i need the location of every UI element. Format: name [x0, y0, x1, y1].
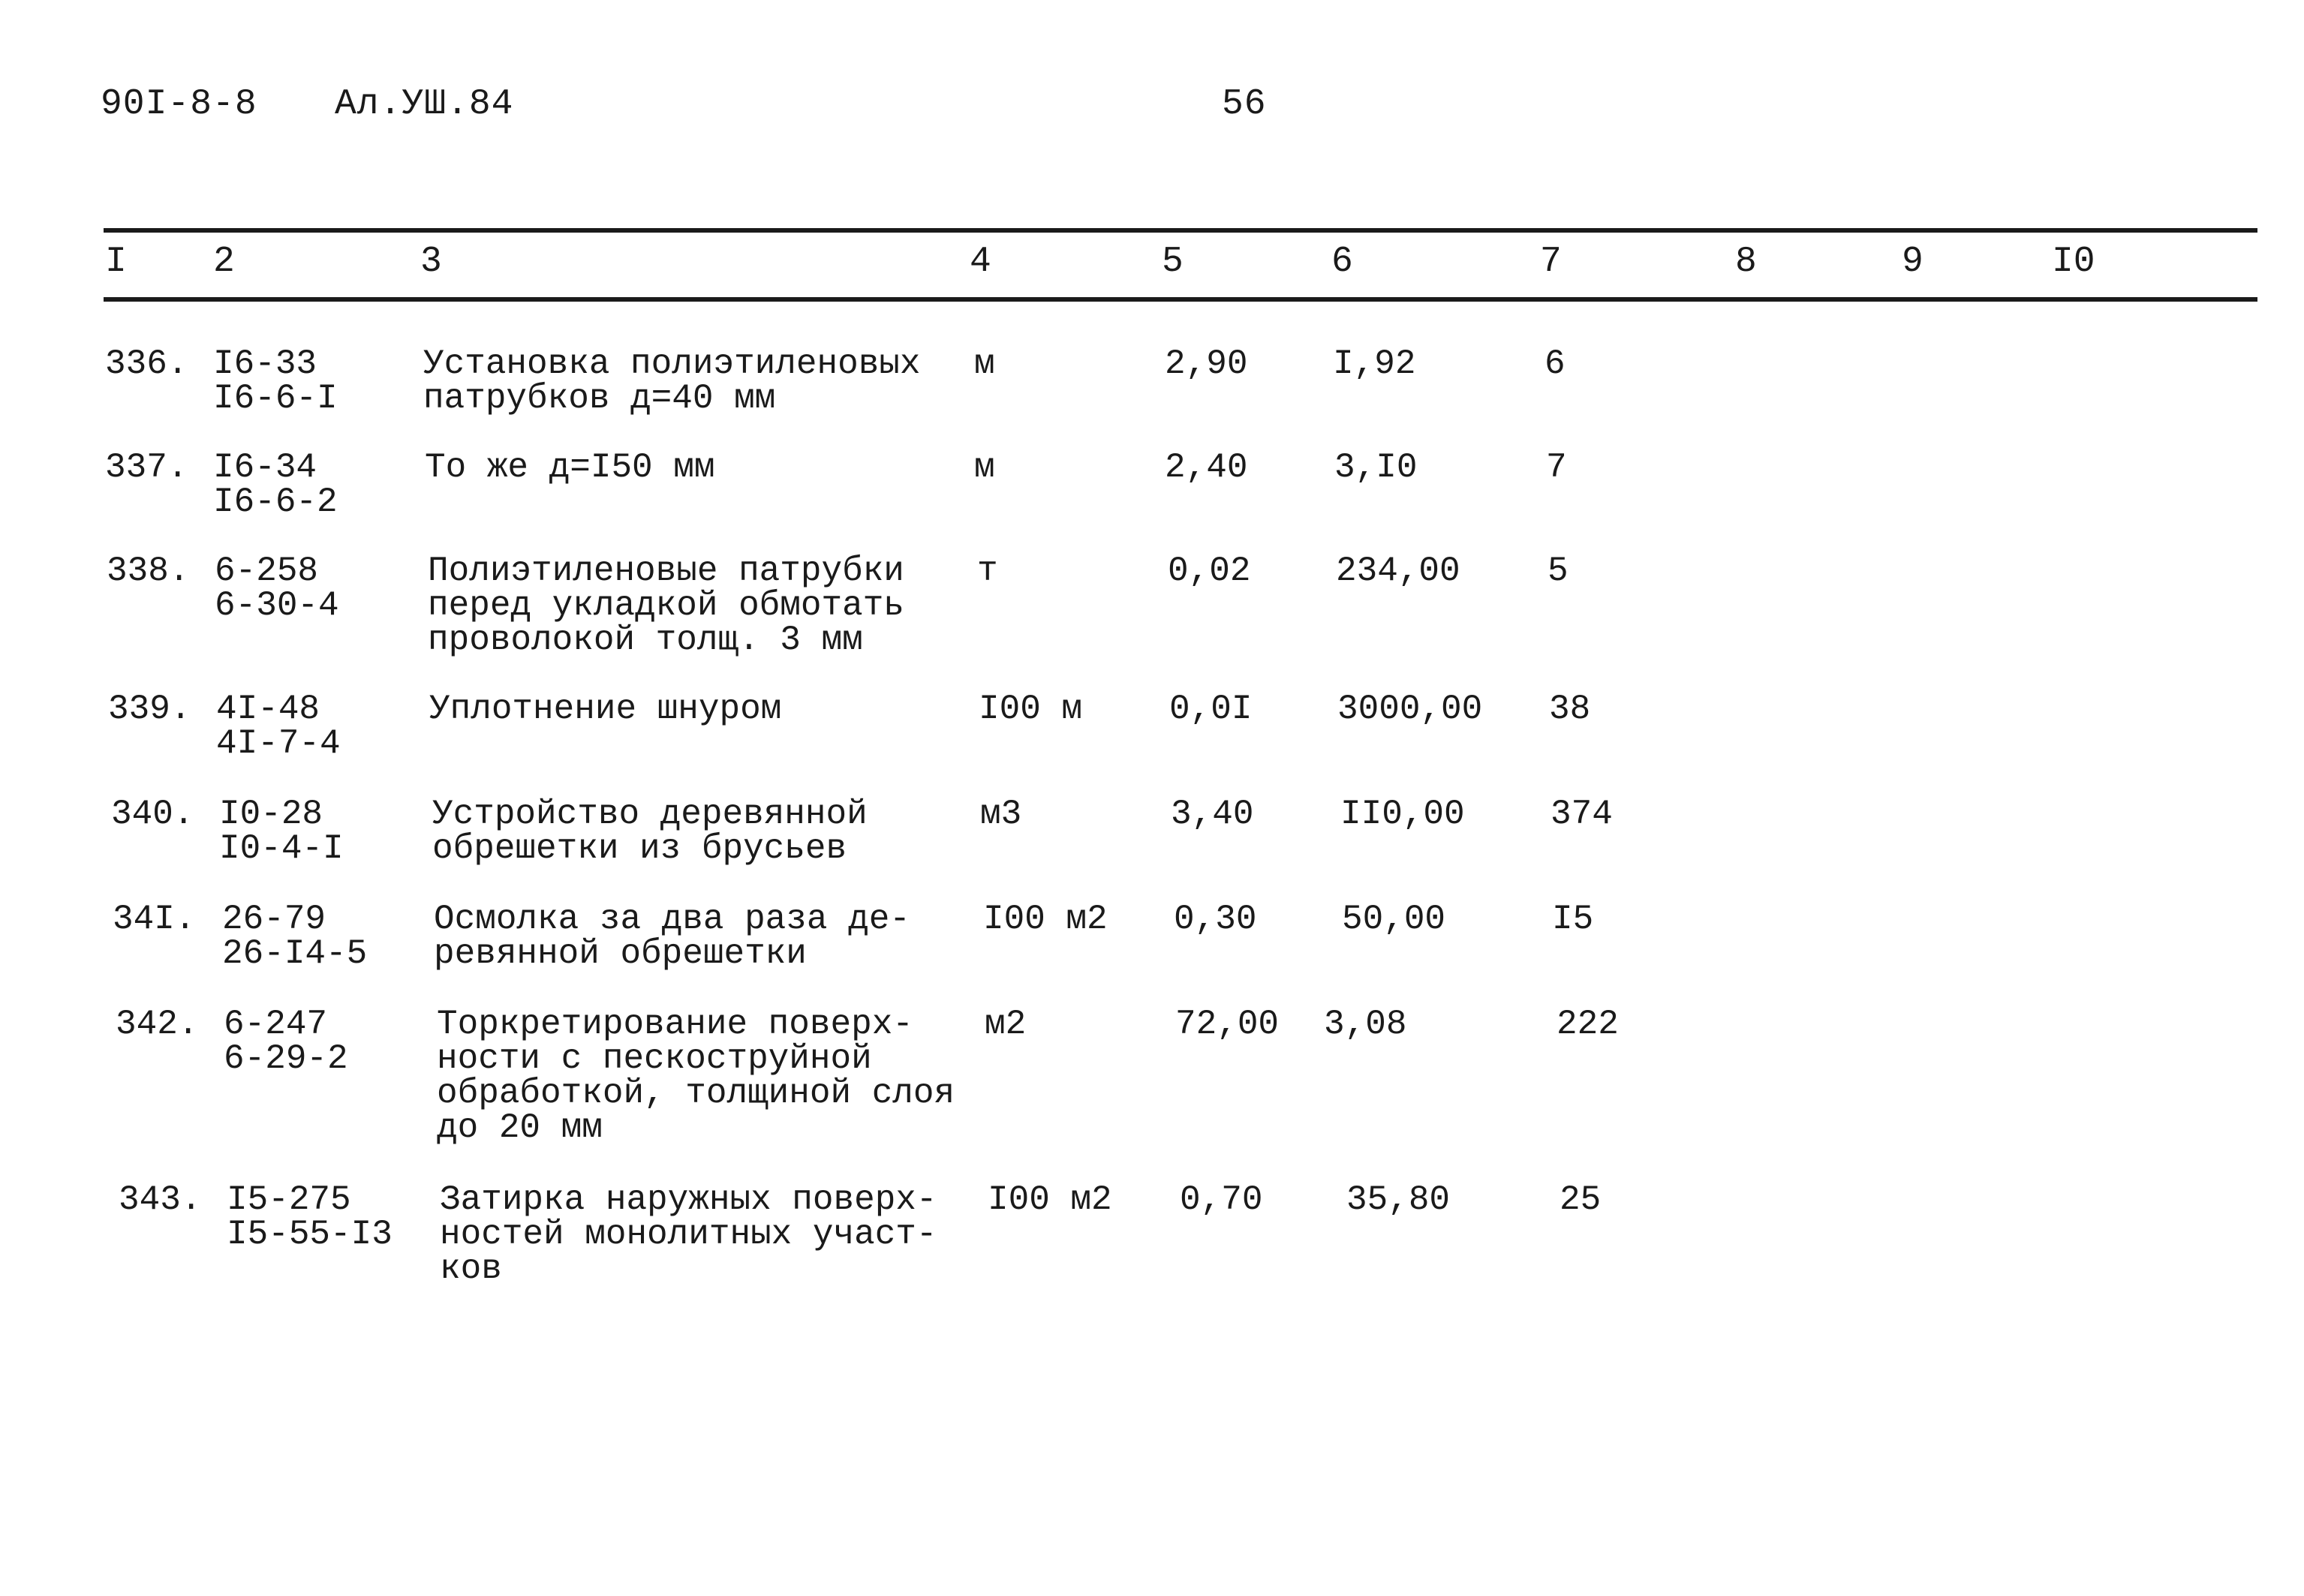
unit: м3: [980, 795, 1022, 834]
quantity: 2,90: [1165, 344, 1248, 383]
unit-price: I,92: [1333, 344, 1416, 383]
unit: I00 м2: [988, 1180, 1112, 1219]
column-number-3: 3: [420, 242, 442, 282]
unit: I00 м2: [983, 900, 1108, 939]
column-number-9: 9: [1902, 242, 1924, 282]
norm-codes: I5-275 I5-55-I3: [227, 1180, 393, 1254]
quantity: 0,70: [1180, 1180, 1263, 1219]
unit: м2: [985, 1005, 1027, 1044]
unit-price: 3,I0: [1334, 448, 1418, 487]
row-number: 342.: [116, 1005, 199, 1044]
column-number-8: 8: [1735, 242, 1757, 282]
total-cost: I5: [1552, 900, 1594, 939]
unit-price: 50,00: [1342, 900, 1446, 939]
norm-codes: 6-258 6-30-4: [215, 552, 339, 625]
quantity: 2,40: [1165, 448, 1248, 487]
unit-price: 3000,00: [1337, 690, 1483, 729]
row-number: 340.: [111, 795, 194, 834]
norm-codes: I0-28 I0-4-I: [219, 795, 344, 868]
unit: м: [974, 344, 995, 383]
row-number: 339.: [108, 690, 191, 729]
total-cost: 7: [1546, 448, 1567, 487]
column-number-4: 4: [970, 242, 991, 282]
work-description: То же д=I50 мм: [425, 448, 715, 487]
column-number-5: 5: [1162, 242, 1184, 282]
unit-price: 35,80: [1346, 1180, 1451, 1219]
column-number-1: I: [105, 242, 127, 282]
work-description: Уплотнение шнуром: [429, 690, 782, 729]
page-number: 56: [1222, 84, 1267, 125]
work-description: Торкретирование поверх- ности с пескоструйной обработкой, толщиной слоя до 20 мм: [437, 1005, 955, 1147]
unit: т: [977, 552, 998, 591]
column-number-2: 2: [213, 242, 235, 282]
unit: м: [974, 448, 995, 487]
row-number: 343.: [119, 1180, 202, 1219]
total-cost: 374: [1551, 795, 1613, 834]
work-description: Устройство деревянной обрешетки из брусьев: [432, 795, 868, 868]
quantity: 3,40: [1171, 795, 1254, 834]
row-number: 34I.: [113, 900, 196, 939]
total-cost: 38: [1549, 690, 1591, 729]
unit: I00 м: [979, 690, 1083, 729]
total-cost: 6: [1545, 344, 1566, 383]
total-cost: 222: [1557, 1005, 1619, 1044]
work-description: Полиэтиленовые патрубки перед укладкой обмотать проволокой толщ. 3 мм: [428, 552, 904, 660]
quantity: 0,02: [1168, 552, 1251, 591]
norm-codes: I6-34 I6-6-2: [213, 448, 338, 521]
norm-codes: 26-79 26-I4-5: [222, 900, 368, 973]
total-cost: 25: [1560, 1180, 1602, 1219]
total-cost: 5: [1548, 552, 1569, 591]
row-number: 338.: [107, 552, 190, 591]
unit-price: 234,00: [1336, 552, 1460, 591]
work-description: Установка полиэтиленовых патрубков д=40 мм: [423, 344, 921, 418]
norm-codes: I6-33 I6-6-I: [213, 344, 338, 418]
unit-price: II0,00: [1340, 795, 1465, 834]
column-number-7: 7: [1540, 242, 1562, 282]
column-number-6: 6: [1331, 242, 1353, 282]
project-code: 90I-8-8: [101, 84, 257, 125]
quantity: 72,00: [1175, 1005, 1280, 1044]
album-reference: Ал.УШ.84: [335, 84, 514, 125]
quantity: 0,0I: [1169, 690, 1253, 729]
work-description: Осмолка за два раза де- ревянной обрешетки: [434, 900, 910, 973]
norm-codes: 4I-48 4I-7-4: [216, 690, 341, 763]
work-description: Затирка наружных поверх- ностей монолитных участ- ков: [440, 1180, 937, 1288]
row-number: 337.: [105, 448, 188, 487]
column-number-10: I0: [2052, 242, 2095, 282]
row-number: 336.: [105, 344, 188, 383]
unit-price: 3,08: [1324, 1005, 1407, 1044]
norm-codes: 6-247 6-29-2: [224, 1005, 348, 1078]
quantity: 0,30: [1174, 900, 1257, 939]
